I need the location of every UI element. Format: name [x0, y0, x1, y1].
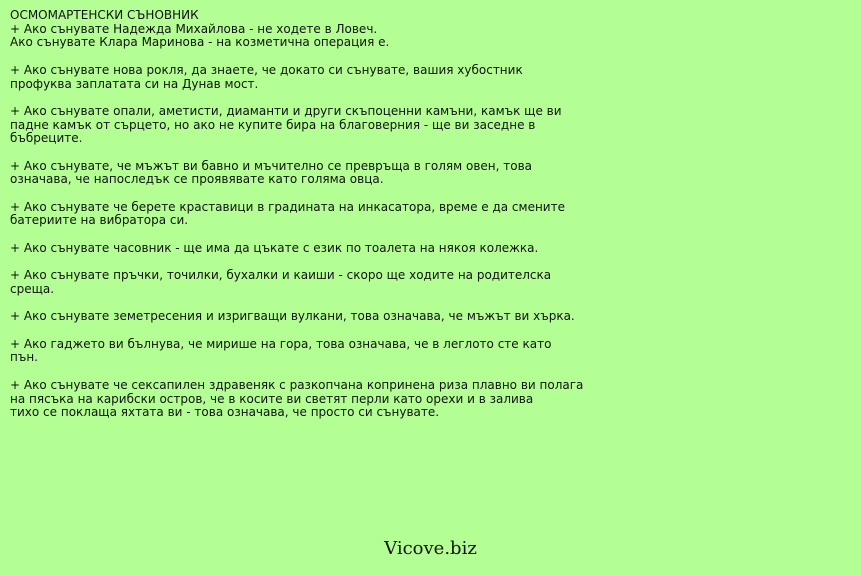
dream-entry [10, 269, 610, 296]
entry-line: + Ако сънувате че берете краставици в градината на инкасатора, време е да смените [10, 199, 565, 214]
entry-line: означава, че напоследък се проявявате като голяма овца. [10, 172, 384, 187]
dream-entry [10, 338, 610, 365]
entry-line: профуква заплатата си на Дунав мост. [10, 76, 259, 91]
entry-line: падне камък от сърцето, но ако не купите бира на благоверния - ще ви заседне в [10, 117, 536, 132]
entry-line: бъбреците. [10, 131, 83, 146]
entry-line: батериите на вибратора си. [10, 213, 189, 228]
dream-entry [10, 64, 610, 91]
entry-line: + Ако сънувате че сексапилен здравеняк с разкопчана копринена риза плавно ви полага [10, 377, 584, 392]
dream-entry [10, 310, 610, 324]
entry-line: + Ако сънувате, че мъжът ви бавно и мъчително се превръща в голям овен, това [10, 158, 533, 173]
dream-entry [10, 201, 610, 228]
site-watermark: Vicove.biz [384, 538, 477, 559]
entry-line: среща. [10, 281, 55, 296]
entry-line: + Ако сънувате пръчки, точилки, бухалки и каиши - скоро ще ходите на родителска [10, 268, 552, 283]
dream-entry [10, 379, 610, 420]
entry-line: + Ако гаджето ви бълнува, че мирише на гора, това означава, че в леглото сте като [10, 336, 552, 351]
entry-line: + Ако сънувате Надежда Михайлова - не ходете в Ловеч. [10, 21, 378, 36]
article [10, 9, 610, 434]
dream-entry [10, 105, 610, 146]
entry-line: тихо се поклаща яхтата ви - това означава, че просто си сънувате. [10, 405, 440, 420]
dream-entry [10, 242, 610, 256]
article-title: ОСМОМАРТЕНСКИ СЪНОВНИК [10, 8, 199, 22]
entry-line: + Ако сънувате часовник - ще има да цъкате с език по тоалета на някоя колежка. [10, 240, 539, 255]
entry-line: + Ако сънувате нова рокля, да знаете, че докато си сънувате, вашия хубостник [10, 62, 523, 77]
entry-line: Ако сънувате Клара Маринова - на козметична операция е. [10, 35, 390, 50]
entry-line: пън. [10, 350, 38, 365]
dream-entry [10, 23, 610, 50]
entry-line: + Ако сънувате опали, аметисти, диаманти и други скъпоценни камъни, камък ще ви [10, 103, 562, 118]
dream-entry [10, 160, 610, 187]
entry-line: на пясъка на карибски остров, че в косите ви светят перли като орехи и в залива [10, 391, 534, 406]
entry-line: + Ако сънувате земетресения и изригващи вулкани, това означава, че мъжът ви хърка. [10, 309, 575, 324]
